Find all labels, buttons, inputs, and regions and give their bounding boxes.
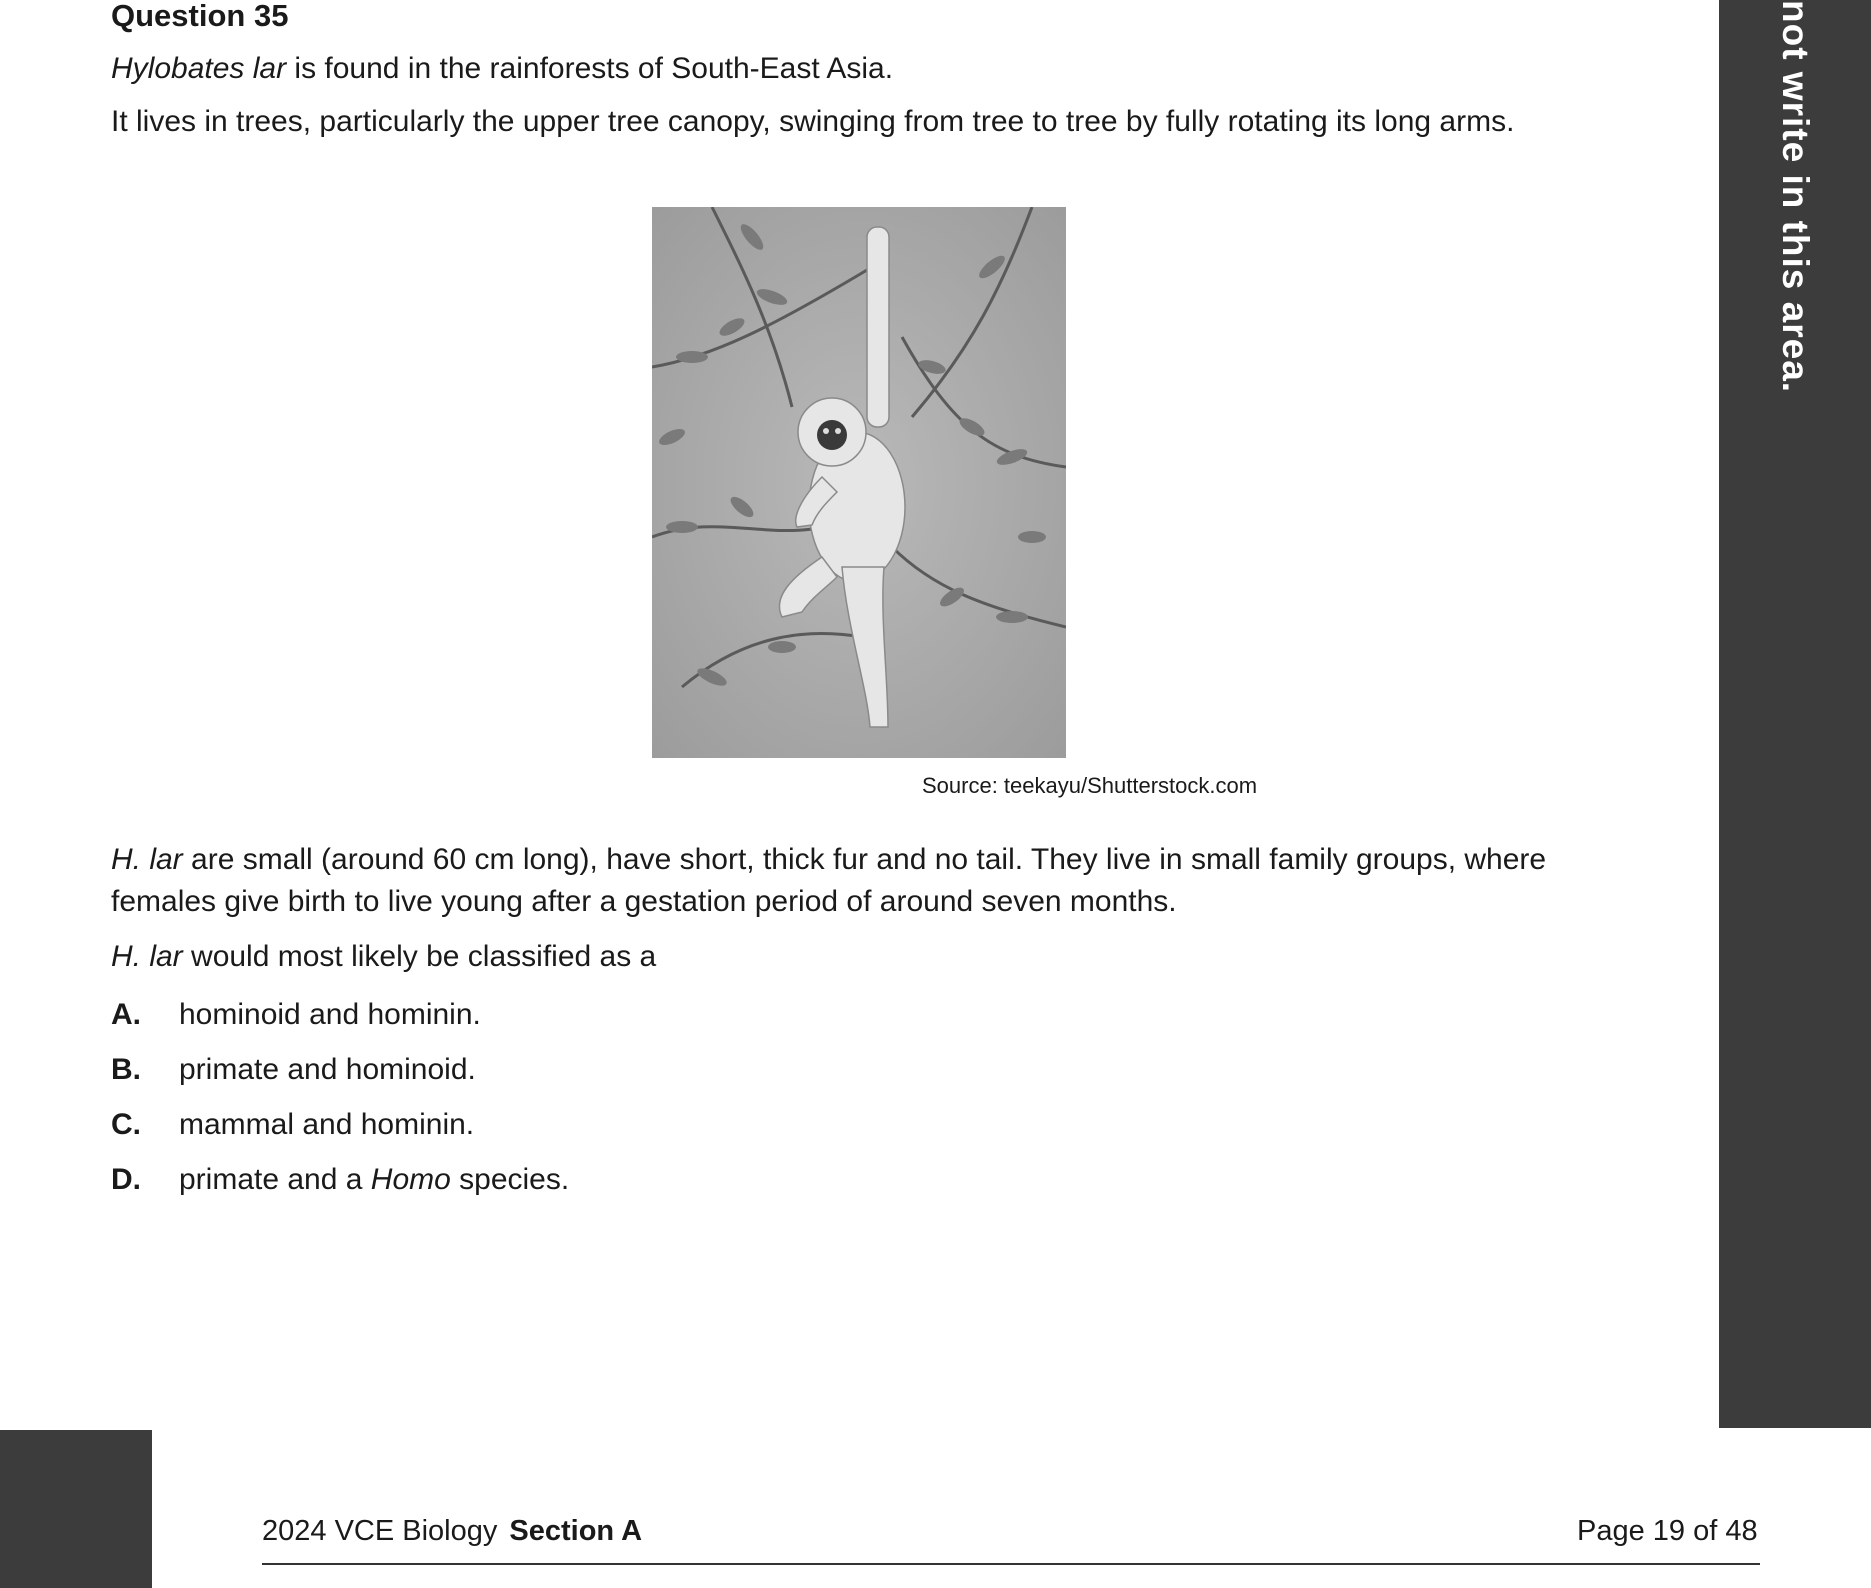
description-paragraph [111,839,1611,923]
footer-exam [262,1515,642,1548]
option-d[interactable] [111,1159,569,1201]
footer-section: Section A [509,1515,643,1547]
gibbon-photo [652,207,1066,758]
option-letter: A. [111,998,141,1031]
intro-paragraph [111,48,1611,90]
option-letter: C. [111,1108,141,1141]
description-text: are small (around 60 cm long), have short, thick fur and no tail. They live in small family groups, where females give birth to live young after a gestation period of around seven months. [111,843,1547,918]
option-text: hominoid and hominin. [179,998,481,1031]
option-text: mammal and hominin. [179,1108,475,1141]
option-text-after: species. [450,1163,570,1196]
option-text-italic: Homo [370,1163,451,1196]
stem-species: H. lar [111,940,183,973]
margin-notice: not write in this area. [1775,0,1816,394]
option-c[interactable] [111,1104,474,1146]
option-letter: B. [111,1053,141,1086]
corner-block [0,1430,152,1588]
species-abbrev: H. lar [111,843,183,876]
habitat-paragraph: It lives in trees, particularly the upper tree canopy, swinging from tree to tree by fully rotating its long arms. [111,105,1515,138]
footer-divider [262,1563,1760,1565]
option-text: primate and hominoid. [179,1053,476,1086]
image-source-credit: Source: teekayu/Shutterstock.com [922,773,1258,798]
question-stem [111,936,1611,978]
option-text-before: primate and a [179,1163,371,1196]
question-title: Question 35 [111,0,289,33]
footer-exam-name: 2024 VCE Biology [262,1515,498,1547]
stem-text: would most likely be classified as a [182,940,657,973]
option-a[interactable] [111,994,481,1036]
footer-page-number: Page 19 of 48 [1577,1515,1758,1547]
option-b[interactable] [111,1049,476,1091]
intro-text: is found in the rainforests of South-East Asia. [286,52,894,85]
option-letter: D. [111,1163,141,1196]
species-name: Hylobates lar [111,52,287,85]
